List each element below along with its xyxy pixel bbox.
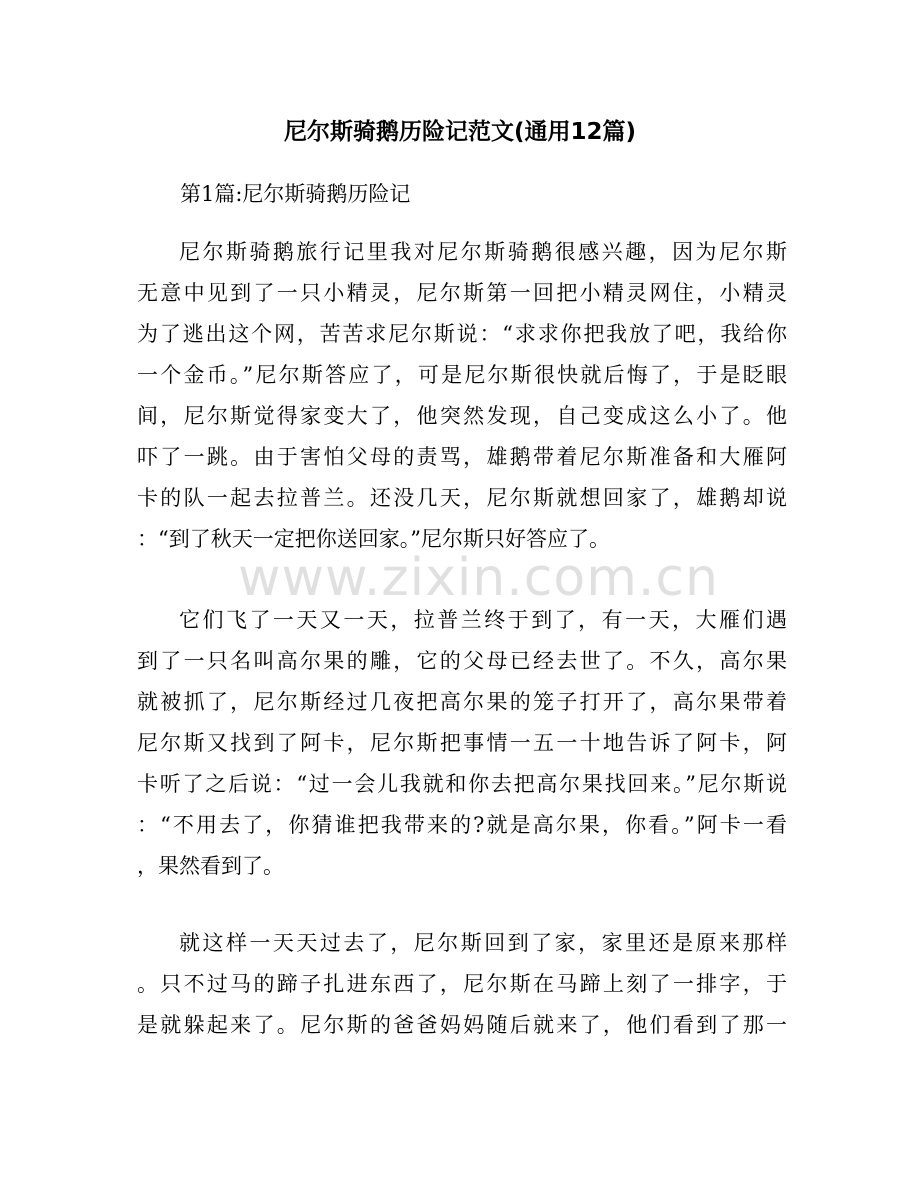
section-heading: 第1篇:尼尔斯骑鹅历险记 [180, 182, 411, 206]
text-line: 尼尔斯又找到了阿卡，尼尔斯把事情一五一十地告诉了阿卡，阿 [137, 731, 787, 755]
text-line: 卡的队一起去拉普兰。还没几天，尼尔斯就想回家了，雄鹅却说 [137, 486, 787, 510]
text-line: 间，尼尔斯觉得家变大了，他突然发现，自己变成这么小了。他 [137, 404, 787, 428]
text-line: 一个金币。”尼尔斯答应了，可是尼尔斯很快就后悔了，于是眨眼 [137, 363, 787, 387]
text-line: 为了逃出这个网，苦苦求尼尔斯说：“求求你把我放了吧，我给你 [137, 322, 787, 346]
text-line: 尼尔斯骑鹅旅行记里我对尼尔斯骑鹅很感兴趣，因为尼尔斯 [179, 240, 787, 264]
document-title: 尼尔斯骑鹅历险记范文(通用12篇) [283, 119, 637, 145]
text-line: 就这样一天天过去了，尼尔斯回到了家，家里还是原来那样 [179, 931, 787, 955]
text-line: 到了一只名叫高尔果的雕，它的父母已经去世了。不久，高尔果 [137, 649, 787, 673]
text-line: 就被抓了，尼尔斯经过几夜把高尔果的笼子打开了，高尔果带着 [137, 690, 787, 714]
text-line: ：“不用去了，你猜谁把我带来的?就是高尔果，你看。”阿卡一看 [137, 813, 787, 837]
paragraph-1 [137, 232, 787, 560]
text-line: ：“到了秋天一定把你送回家。”尼尔斯只好答应了。 [137, 527, 610, 551]
text-line: 是就躲起来了。尼尔斯的爸爸妈妈随后就来了，他们看到了那一 [137, 1013, 787, 1037]
paragraph-2 [137, 600, 787, 887]
text-line: ，果然看到了。 [137, 854, 284, 878]
text-line: 吓了一跳。由于害怕父母的责骂，雄鹅带着尼尔斯准备和大雁阿 [137, 445, 787, 469]
text-line: 卡听了之后说：“过一会儿我就和你去把高尔果找回来。”尼尔斯说 [137, 772, 787, 796]
text-line: 它们飞了一天又一天，拉普兰终于到了，有一天，大雁们遇 [179, 608, 787, 632]
watermark: www.zixin.com.cn [238, 548, 719, 608]
paragraph-3 [137, 923, 787, 1046]
text-line: 无意中见到了一只小精灵，尼尔斯第一回把小精灵网住，小精灵 [137, 281, 787, 305]
text-line: 。只不过马的蹄子扎进东西了，尼尔斯在马蹄上刻了一排字，于 [137, 972, 787, 996]
